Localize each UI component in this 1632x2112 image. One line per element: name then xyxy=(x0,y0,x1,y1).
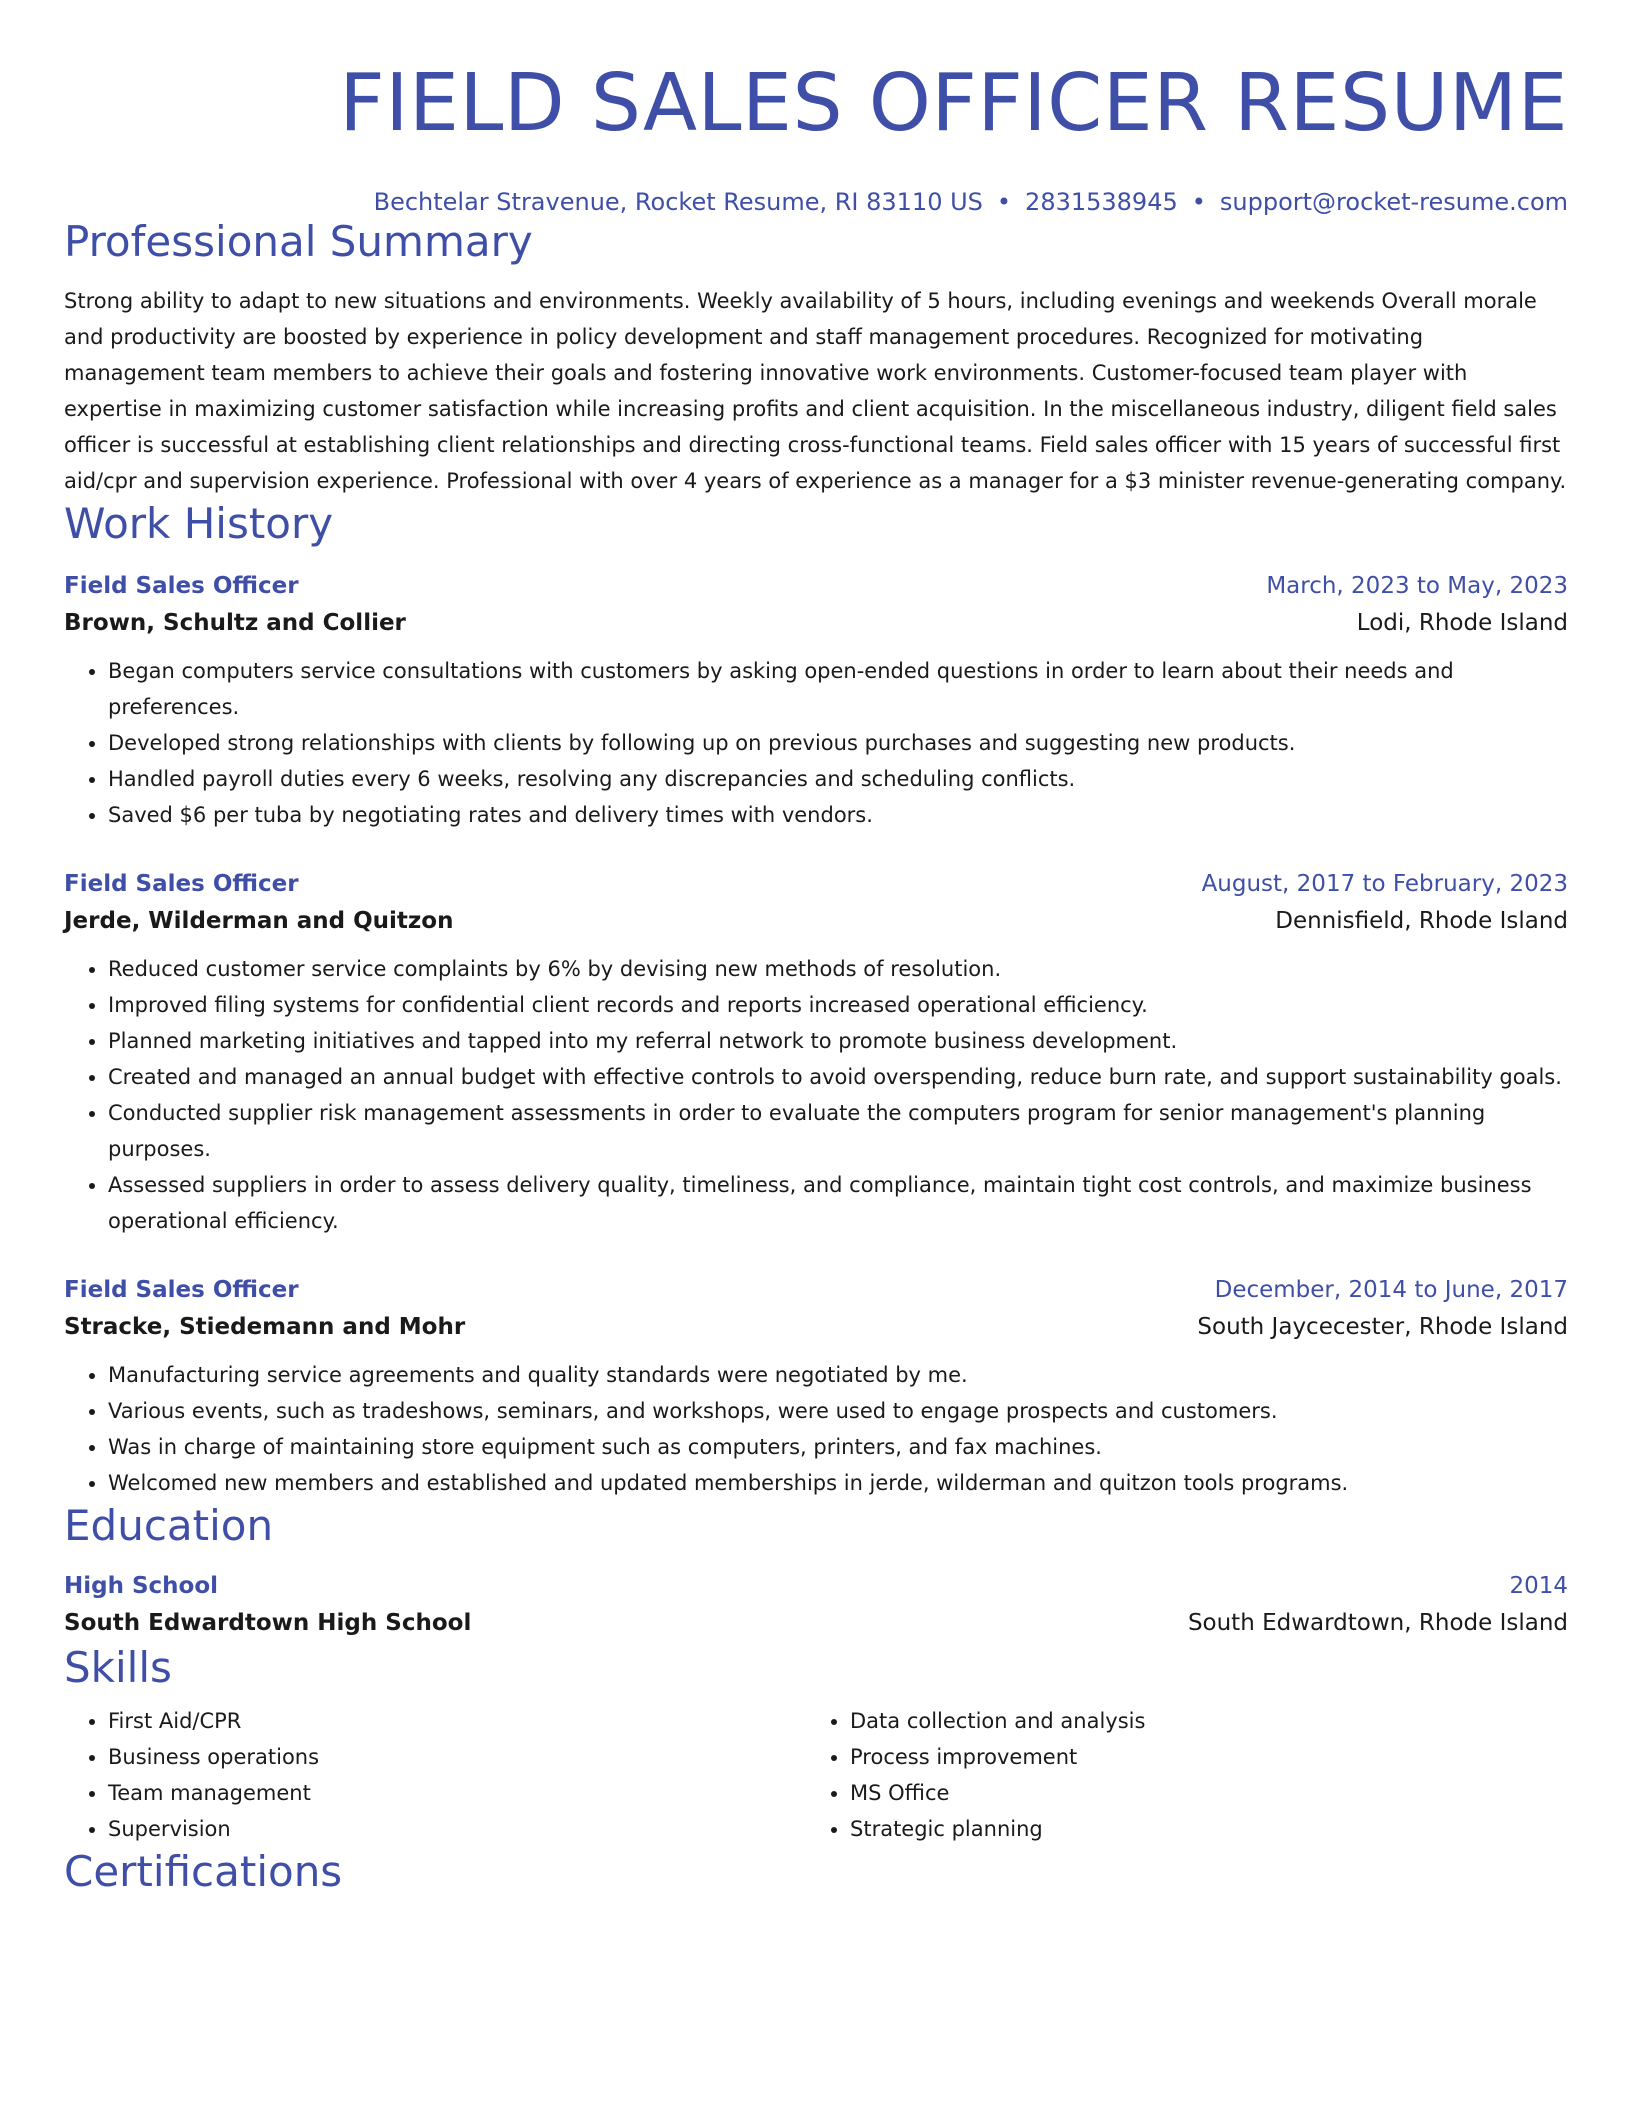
job-location: Lodi, Rhode Island xyxy=(1356,610,1568,636)
job-bullet: • Developed strong relationships with clients by following up on previous purchases and suggesting new products. xyxy=(108,725,1568,761)
skill-item: • Strategic planning xyxy=(850,1811,1548,1847)
contact-email[interactable]: support@rocket-resume.com xyxy=(1219,188,1568,216)
contact-line xyxy=(64,187,1568,217)
job-entry xyxy=(64,1273,1568,1501)
job-bullet: • Welcomed new members and established and updated memberships in jerde, wilderman and quitzon tools programs. xyxy=(108,1465,1568,1501)
job-bullet: • Manufacturing service agreements and quality standards were negotiated by me. xyxy=(108,1357,1568,1393)
education-entry xyxy=(64,1569,1568,1643)
job-bullet: • Created and managed an annual budget with effective controls to avoid overspending, reduce burn rate, and support sustainability goals. xyxy=(108,1059,1568,1095)
education-degree: High School xyxy=(64,1573,219,1599)
job-dates: December, 2014 to June, 2017 xyxy=(1214,1277,1568,1303)
work-history-heading: Work History xyxy=(64,499,334,548)
job-bullets xyxy=(64,1357,1568,1501)
skill-item: • Process improvement xyxy=(850,1739,1548,1775)
job-bullet: • Handled payroll duties every 6 weeks, resolving any discrepancies and scheduling conflicts. xyxy=(108,761,1568,797)
job-location: South Jaycecester, Rhode Island xyxy=(1197,1314,1568,1340)
job-entry xyxy=(64,867,1568,1239)
skill-item: • Data collection and analysis xyxy=(850,1703,1548,1739)
job-bullet: • Assessed suppliers in order to assess delivery quality, timeliness, and compliance, maintain tight cost controls, and maximize business operational efficiency. xyxy=(108,1167,1568,1239)
contact-separator: • xyxy=(996,188,1012,216)
job-bullet: • Saved $6 per tuba by negotiating rates and delivery times with vendors. xyxy=(108,797,1568,833)
education-location: South Edwardtown, Rhode Island xyxy=(1187,1610,1568,1636)
job-bullets xyxy=(64,653,1568,833)
job-company: Jerde, Wilderman and Quitzon xyxy=(64,908,454,934)
job-bullet: • Reduced customer service complaints by 6% by devising new methods of resolution. xyxy=(108,951,1568,987)
skills-column-left xyxy=(64,1703,806,1847)
education-school: South Edwardtown High School xyxy=(64,1610,472,1636)
education-heading: Education xyxy=(64,1501,274,1550)
job-bullet: • Was in charge of maintaining store equipment such as computers, printers, and fax machines. xyxy=(108,1429,1568,1465)
contact-address: Bechtelar Stravenue, Rocket Resume, RI 83110 US xyxy=(373,188,983,216)
contact-phone: 2831538945 xyxy=(1025,188,1178,216)
job-bullet: • Various events, such as tradeshows, seminars, and workshops, were used to engage prospects and customers. xyxy=(108,1393,1568,1429)
job-bullet: • Conducted supplier risk management assessments in order to evaluate the computers program for senior management's planning purposes. xyxy=(108,1095,1568,1167)
resume-title: FIELD SALES OFFICER RESUME xyxy=(339,57,1568,149)
job-dates: August, 2017 to February, 2023 xyxy=(1201,871,1568,897)
skill-item: • Business operations xyxy=(108,1739,806,1775)
summary-heading: Professional Summary xyxy=(64,217,533,266)
job-location: Dennisfield, Rhode Island xyxy=(1275,908,1568,934)
skills-column-right xyxy=(806,1703,1548,1847)
skill-item: • MS Office xyxy=(850,1775,1548,1811)
summary-text: Strong ability to adapt to new situations and environments. Weekly availability of 5 hours, including evenings and weekends Overall morale and productivity are boosted by experience in policy development and staff management procedures. Recognized for motivating management team members to achieve their goals and fostering innovative work environments. Customer-focused team player with expertise in maximizing customer satisfaction while increasing profits and client acquisition. In the miscellaneous industry, diligent field sales officer is successful at establishing client relationships and directing cross-functional teams. Field sales officer with 15 years of successful first aid/cpr and supervision experience. Professional with over 4 years of experience as a manager for a $3 minister revenue-generating company. xyxy=(64,289,1567,493)
job-dates: March, 2023 to May, 2023 xyxy=(1266,573,1568,599)
contact-separator: • xyxy=(1191,188,1206,216)
job-role: Field Sales Officer xyxy=(64,871,299,897)
job-bullet: • Began computers service consultations with customers by asking open-ended questions in order to learn about their needs and preferences. xyxy=(108,653,1568,725)
job-role: Field Sales Officer xyxy=(64,1277,299,1303)
skill-item: • First Aid/CPR xyxy=(108,1703,806,1739)
job-company: Brown, Schultz and Collier xyxy=(64,610,406,636)
skills-heading: Skills xyxy=(64,1643,172,1692)
job-bullets xyxy=(64,951,1568,1239)
job-bullet: • Planned marketing initiatives and tapped into my referral network to promote business development. xyxy=(108,1023,1568,1059)
certifications-heading: Certifications xyxy=(64,1847,343,1896)
skills-list xyxy=(64,1703,1568,1847)
job-role: Field Sales Officer xyxy=(64,573,299,599)
job-company: Stracke, Stiedemann and Mohr xyxy=(64,1314,466,1340)
job-entry xyxy=(64,569,1568,833)
job-bullet: • Improved filing systems for confidential client records and reports increased operational efficiency. xyxy=(108,987,1568,1023)
education-year: 2014 xyxy=(1509,1573,1568,1599)
skill-item: • Team management xyxy=(108,1775,806,1811)
skill-item: • Supervision xyxy=(108,1811,806,1847)
